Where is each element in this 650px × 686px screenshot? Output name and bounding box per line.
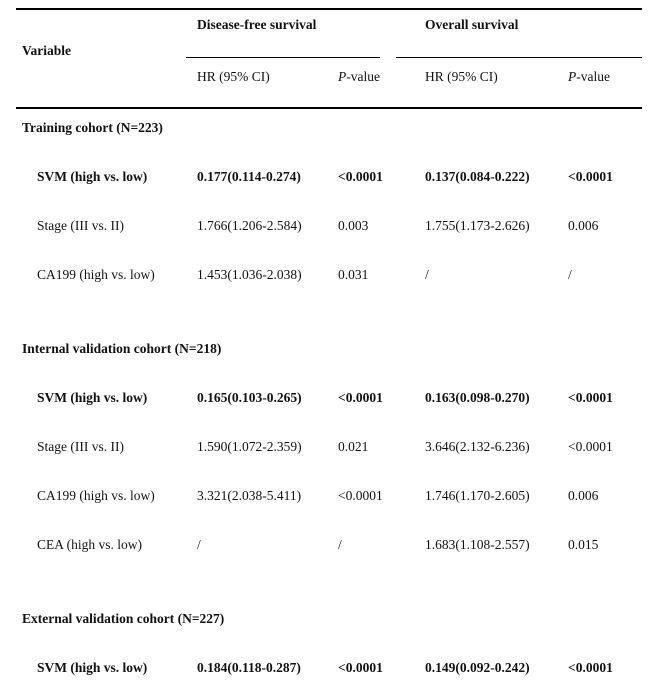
row-variable: Stage (III vs. II) — [37, 218, 124, 233]
row-os-hr: 0.137(0.084-0.222) — [425, 169, 530, 184]
header-disease-free-survival: Disease-free survival — [197, 17, 317, 32]
row-os-p: <0.0001 — [568, 390, 613, 405]
row-os-p: 0.015 — [568, 537, 599, 552]
header-os-hr: HR (95% CI) — [425, 69, 498, 84]
p-rest: -value — [576, 69, 610, 84]
row-dfs-hr: 3.321(2.038-5.411) — [197, 488, 302, 503]
row-os-p: <0.0001 — [568, 439, 613, 454]
row-dfs-hr: 0.165(0.103-0.265) — [197, 390, 302, 405]
section-title-external-validation: External validation cohort (N=227) — [22, 611, 225, 626]
header-os-pvalue — [568, 69, 610, 85]
p-italic: P — [338, 69, 347, 84]
row-dfs-hr: / — [197, 537, 201, 552]
p-italic: P — [568, 69, 577, 84]
row-dfs-p: <0.0001 — [338, 660, 383, 675]
top-rule — [16, 8, 642, 10]
row-os-p: 0.006 — [568, 488, 599, 503]
row-dfs-p: <0.0001 — [338, 390, 383, 405]
p-rest: -value — [346, 69, 380, 84]
row-dfs-p: / — [338, 537, 342, 552]
header-variable: Variable — [22, 43, 72, 58]
row-variable: CA199 (high vs. low) — [37, 488, 155, 503]
row-dfs-hr: 1.590(1.072-2.359) — [197, 439, 302, 454]
row-dfs-hr: 0.177(0.114-0.274) — [197, 169, 301, 184]
row-variable: Stage (III vs. II) — [37, 439, 124, 454]
row-dfs-p: 0.003 — [338, 218, 369, 233]
header-dfs-pvalue — [338, 69, 380, 85]
row-variable: SVM (high vs. low) — [37, 390, 148, 405]
row-os-p: <0.0001 — [568, 169, 613, 184]
row-variable: SVM (high vs. low) — [37, 169, 148, 184]
section-title-internal-validation: Internal validation cohort (N=218) — [22, 341, 222, 356]
header-bottom-rule — [16, 107, 642, 109]
row-dfs-hr: 0.184(0.118-0.287) — [197, 660, 301, 675]
header-overall-survival: Overall survival — [425, 17, 519, 32]
row-os-hr: 1.746(1.170-2.605) — [425, 488, 530, 503]
row-os-p: 0.006 — [568, 218, 599, 233]
row-dfs-p: 0.031 — [338, 267, 369, 282]
row-dfs-p: <0.0001 — [338, 169, 383, 184]
row-variable: CEA (high vs. low) — [37, 537, 143, 552]
row-variable: CA199 (high vs. low) — [37, 267, 155, 282]
row-os-p: <0.0001 — [568, 660, 613, 675]
row-os-p: / — [568, 267, 572, 282]
row-os-hr: 3.646(2.132-6.236) — [425, 439, 530, 454]
row-os-hr: 0.149(0.092-0.242) — [425, 660, 530, 675]
os-subheader-rule — [396, 57, 642, 58]
dfs-subheader-rule — [186, 57, 380, 58]
row-os-hr: 1.755(1.173-2.626) — [425, 218, 530, 233]
row-os-hr: 1.683(1.108-2.557) — [425, 537, 530, 552]
row-dfs-hr: 1.766(1.206-2.584) — [197, 218, 302, 233]
section-title-training: Training cohort (N=223) — [22, 120, 163, 135]
row-os-hr: 0.163(0.098-0.270) — [425, 390, 530, 405]
row-variable: SVM (high vs. low) — [37, 660, 148, 675]
row-os-hr: / — [425, 267, 429, 282]
row-dfs-p: <0.0001 — [338, 488, 383, 503]
row-dfs-p: 0.021 — [338, 439, 369, 454]
header-dfs-hr: HR (95% CI) — [197, 69, 270, 84]
row-dfs-hr: 1.453(1.036-2.038) — [197, 267, 302, 282]
